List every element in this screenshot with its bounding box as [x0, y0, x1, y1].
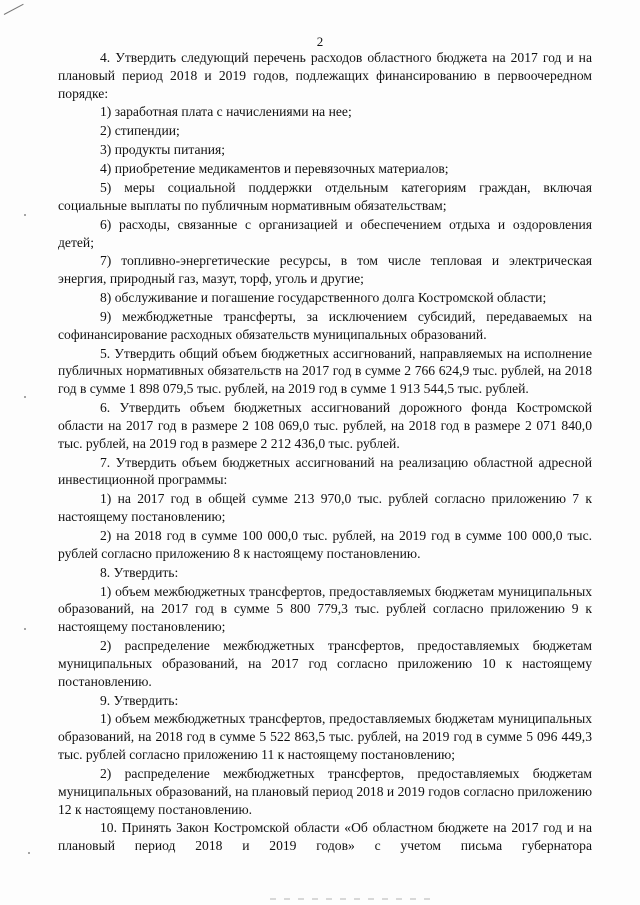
paragraph-item-10: 10. Принять Закон Костромской области «Об областном бюджете на 2017 год и на плановый период 2018 и 2019 годов» с учетом письма губернатора — [58, 820, 592, 854]
list-item: 3) продукты питания; — [100, 142, 226, 158]
paragraph-item-7: 7. Утвердить объем бюджетных ассигнований на реализацию областной адресной инвестиционной программы: — [58, 454, 592, 488]
list-item: 2) стипендии; — [100, 123, 180, 139]
scan-artifact — [24, 396, 26, 398]
list-item: 2) на 2018 год в сумме 100 000,0 тыс. рублей, на 2019 год в сумме 100 000,0 тыс. рублей согласно приложению 8 к настоящему постановлению. — [58, 528, 592, 561]
paragraph-item-5: 5. Утвердить общий объем бюджетных ассигнований, направляемых на исполнение публичных нормативных обязательств на 2017 год в сумме 2 766 624,9 тыс. рублей, на 2018 год в сумме 1 898 079,5 тыс. рублей, на 2019 год в сумме 1 913 544,5 тыс. рублей. — [58, 345, 592, 397]
list-item: 6) расходы, связанные с организацией и обеспечением отдыха и оздоровления детей; — [58, 216, 592, 250]
paragraph-item-6: 6. Утвердить объем бюджетных ассигнований дорожного фонда Костромской области на 2017 год в размере 2 108 069,0 тыс. рублей, на 2018 год в размере 2 071 840,0 тыс. рублей, на 2019 год в размере 2 212 436,0 тыс. рублей. — [58, 400, 592, 451]
document-body — [58, 49, 592, 856]
list-item: 2) распределение межбюджетных трансфертов, предоставляемых бюджетам муниципальных образований, на плановый период 2018 и 2019 годов согласно приложению 12 к настоящему постановлению. — [58, 765, 592, 817]
list-item: 9) межбюджетные трансферты, за исключением субсидий, передаваемых на софинансирование расходных обязательств муниципальных образований. — [58, 309, 592, 342]
page-number: 2 — [316, 34, 324, 49]
scan-artifact — [4, 4, 24, 15]
list-item: 1) заработная плата с начислениями на нее; — [100, 104, 352, 120]
scan-artifact — [270, 898, 430, 900]
list-item: 1) объем межбюджетных трансфертов, предоставляемых бюджетам муниципальных образований, на 2017 год в сумме 5 800 779,3 тыс. рублей согласно приложению 9 к настоящему постановлению; — [58, 583, 592, 635]
list-item: 1) объем межбюджетных трансфертов, предоставляемых бюджетам муниципальных образований, на 2018 год в сумме 5 522 863,5 тыс. рублей, на 2019 год в сумме 5 096 449,3 тыс. рублей согласно приложению 11 к настоящему постановлению; — [58, 711, 592, 763]
list-item: 2) распределение межбюджетных трансфертов, предоставляемых бюджетам муниципальных образований, на 2017 год согласно приложению 10 к настоящему постановлению. — [58, 638, 592, 689]
paragraph-item-8: 8. Утвердить: — [100, 564, 179, 580]
list-item: 4) приобретение медикаментов и перевязочных материалов; — [100, 161, 449, 177]
scan-artifact — [28, 852, 30, 854]
scan-artifact — [24, 214, 26, 216]
list-item: 1) на 2017 год в общей сумме 213 970,0 тыс. рублей согласно приложению 7 к настоящему постановлению; — [58, 491, 592, 525]
paragraph-item-9: 9. Утвердить: — [100, 692, 179, 708]
paragraph-item-4: 4. Утвердить следующий перечень расходов областного бюджета на 2017 год и на плановый период 2018 и 2019 годов, подлежащих финансированию в первоочередном порядке: — [58, 50, 592, 101]
list-item: 5) меры социальной поддержки отдельным категориям граждан, включая социальные выплаты по публичным нормативным обязательствам; — [58, 180, 592, 213]
scan-artifact — [24, 628, 26, 630]
list-item: 7) топливно-энергетические ресурсы, в том числе тепловая и электрическая энергия, природный газ, мазут, торф, уголь и другие; — [58, 253, 592, 287]
list-item: 8) обслуживание и погашение государственного долга Костромской области; — [100, 290, 547, 306]
